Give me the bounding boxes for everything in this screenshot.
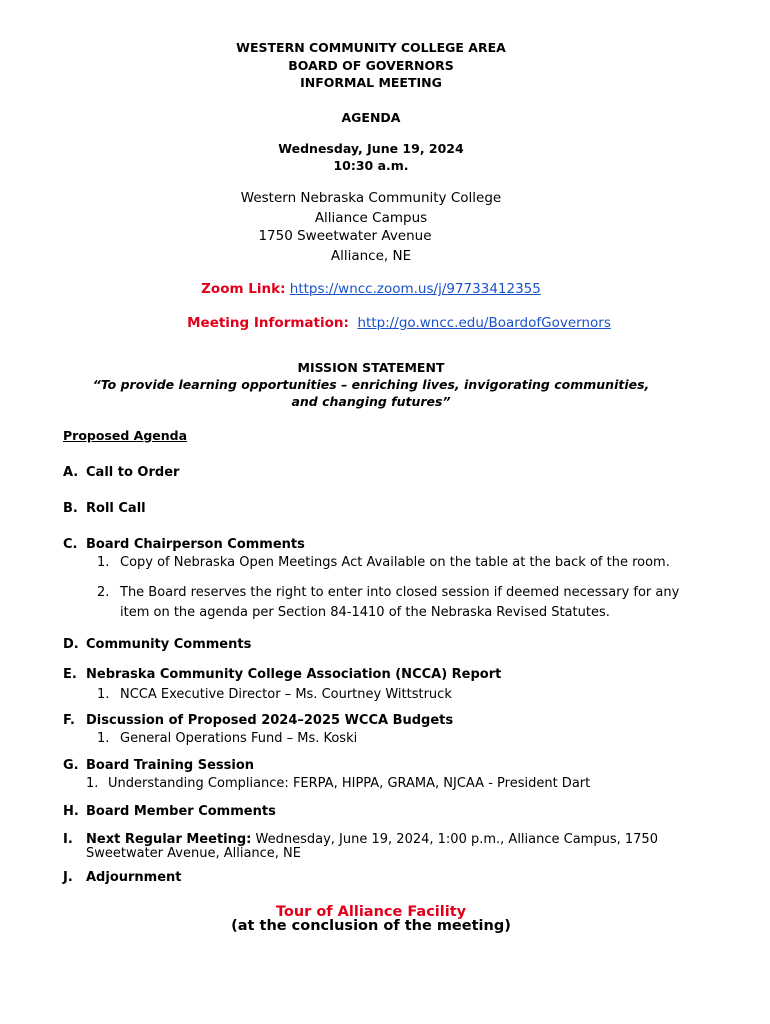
meeting-info-row xyxy=(28,315,770,331)
item-i-line-2: Sweetwater Avenue, Alliance, NE xyxy=(86,846,301,861)
location-street: 1750 Sweetwater Avenue xyxy=(258,228,432,244)
item-d-letter: D. xyxy=(63,637,79,652)
item-f-letter: F. xyxy=(63,713,75,728)
item-h-title: Board Member Comments xyxy=(86,804,276,819)
header-line-2: BOARD OF GOVERNORS xyxy=(288,58,454,73)
item-f-title: Discussion of Proposed 2024–2025 WCCA Budgets xyxy=(86,713,454,728)
meeting-date: Wednesday, June 19, 2024 xyxy=(278,141,464,156)
item-e-sub-1-num: 1. xyxy=(97,687,110,702)
item-i-letter: I. xyxy=(63,832,73,847)
item-c-title: Board Chairperson Comments xyxy=(86,537,305,552)
proposed-agenda-heading: Proposed Agenda xyxy=(63,428,188,443)
item-b-title: Roll Call xyxy=(86,501,146,516)
meeting-info-link[interactable]: http://go.wncc.edu/BoardofGovernors xyxy=(357,315,611,331)
item-j-letter: J. xyxy=(63,870,73,885)
item-f-sub-1-num: 1. xyxy=(97,731,110,746)
item-b-letter: B. xyxy=(63,501,78,516)
item-e-title: Nebraska Community College Association (NCCA) Report xyxy=(86,667,502,682)
item-e-sub-1: NCCA Executive Director – Ms. Courtney Wittstruck xyxy=(120,687,452,702)
item-a-title: Call to Order xyxy=(86,465,180,480)
item-g-title: Board Training Session xyxy=(86,758,255,773)
mission-heading: MISSION STATEMENT xyxy=(297,360,445,375)
zoom-link-label: Zoom Link: xyxy=(201,281,286,297)
location-city: Alliance, NE xyxy=(330,248,412,264)
mission-line-1: “To provide learning opportunities – enriching lives, invigorating communities, xyxy=(92,377,650,392)
item-c-sub-2-line-2: item on the agenda per Section 84-1410 of the Nebraska Revised Statutes. xyxy=(120,605,610,620)
item-h-letter: H. xyxy=(63,804,79,819)
item-d-title: Community Comments xyxy=(86,637,252,652)
agenda-title: AGENDA xyxy=(341,110,401,125)
item-i-title: Next Regular Meeting: xyxy=(86,832,252,847)
item-i-line-1 xyxy=(86,832,658,847)
item-i-detail: Wednesday, June 19, 2024, 1:00 p.m., Alliance Campus, 1750 xyxy=(255,832,658,847)
tour-title: Tour of Alliance Facility xyxy=(275,904,467,920)
item-a-letter: A. xyxy=(63,465,79,480)
location-campus: Alliance Campus xyxy=(314,210,428,226)
item-f-sub-1: General Operations Fund – Ms. Koski xyxy=(120,731,358,746)
item-c-sub-1-num: 1. xyxy=(97,555,110,570)
meeting-info-label: Meeting Information: xyxy=(187,315,349,331)
header-line-3: INFORMAL MEETING xyxy=(300,75,442,90)
item-c-sub-1: Copy of Nebraska Open Meetings Act Available on the table at the back of the room. xyxy=(120,555,670,570)
item-g-sub-1: Understanding Compliance: FERPA, HIPPA, GRAMA, NJCAA - President Dart xyxy=(108,776,591,791)
location-name: Western Nebraska Community College xyxy=(240,190,502,206)
item-g-sub-1-num: 1. xyxy=(86,776,99,791)
item-j-title: Adjournment xyxy=(86,870,182,885)
tour-note: (at the conclusion of the meeting) xyxy=(231,918,511,934)
item-c-letter: C. xyxy=(63,537,78,552)
mission-line-2: and changing futures” xyxy=(291,394,451,409)
item-g-letter: G. xyxy=(63,758,79,773)
item-c-sub-2-line-1: The Board reserves the right to enter into closed session if deemed necessary for any xyxy=(120,585,680,600)
item-e-letter: E. xyxy=(63,667,77,682)
meeting-time: 10:30 a.m. xyxy=(333,158,409,173)
zoom-link[interactable]: https://wncc.zoom.us/j/97733412355 xyxy=(289,281,541,297)
item-c-sub-2-num: 2. xyxy=(97,585,110,600)
header-line-1: WESTERN COMMUNITY COLLEGE AREA xyxy=(236,40,506,55)
zoom-link-row xyxy=(0,281,742,297)
